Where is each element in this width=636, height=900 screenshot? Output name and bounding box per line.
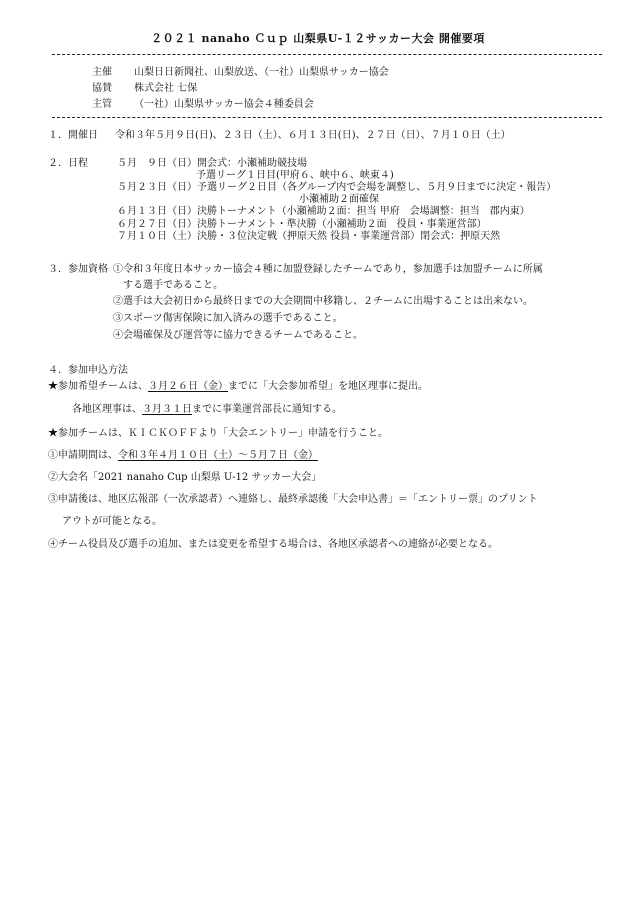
eligibility-line: ②選手は大会初日から最終日までの大会期間中移籍し、２チームに出場することは出来ない。 — [113, 296, 533, 307]
eligibility-line: ①令和３年度日本サッカー協会４種に加盟登録したチームであり，参加選手は加盟チームに所属 — [113, 264, 543, 275]
section1-label: １．開催日 — [48, 130, 98, 141]
section4-label: ４．参加申込方法 — [48, 365, 128, 376]
application-line-5: ②大会名「2021 nanaho Cup 山梨県 U-12 サッカー大会」 — [48, 472, 322, 483]
organizer-host-value: 山梨日日新聞社、山梨放送、（一社）山梨県サッカー協会 — [134, 67, 389, 78]
organizer-host-label: 主催 — [92, 67, 112, 78]
application-line-4 — [48, 450, 318, 462]
section2-label: ２．日程 — [48, 158, 88, 169]
organizer-sponsor-label: 協賛 — [92, 83, 112, 94]
section3-label: ３．参加資格 — [48, 264, 108, 275]
schedule-line: ５月 ９日（日）開会式：小瀬補助競技場 — [117, 158, 307, 169]
application-line-6: ③申請後は、地区広報部（一次承認者）へ連絡し、最終承認後「大会申込書」＝「エントリー票」のプリント — [48, 494, 538, 505]
application-period: 令和３年４月１０日（土）～５月７日（金） — [118, 450, 318, 461]
application-deadline-district: ３月３１日 — [142, 404, 192, 415]
organizer-sponsor-value: 株式会社 七保 — [134, 83, 198, 94]
organizer-manager-label: 主管 — [92, 99, 112, 110]
application-deadline-team: ３月２６日（金） — [148, 381, 228, 392]
application-line-2-post: までに事業運営部長に通知する。 — [192, 404, 342, 415]
eligibility-line: ③スポーツ傷害保険に加入済みの選手であること。 — [113, 313, 343, 324]
schedule-line: ５月２３日（日）予選リーグ２日目（各グループ内で会場を調整し、５月９日までに決定・報告） — [117, 182, 557, 193]
schedule-line: ６月１３日（日）決勝トーナメント（小瀬補助２面：担当 甲府 会場調整：担当 郡内東） — [117, 206, 530, 217]
application-line-3: ★参加チームは、ＫＩＣＫＯＦＦより「大会エントリー」申請を行うこと。 — [48, 428, 388, 439]
application-line-2 — [72, 404, 342, 416]
schedule-line: ７月１０日（土）決勝・３位決定戦（押原天然 役員・事業運営部）閉会式：押原天然 — [117, 231, 501, 242]
application-line-1 — [48, 381, 428, 393]
application-line-1-pre: ★参加希望チームは、 — [48, 381, 148, 392]
section1-dates: 令和３年５月９日(日)、２３日（土）、６月１３日(日)、２７日（日）、７月１０日（土） — [115, 130, 511, 141]
application-line-8: ④チーム役員及び選手の追加、または変更を希望する場合は、各地区承認者への連絡が必要となる。 — [48, 539, 498, 550]
application-line-1-post: までに「大会参加希望」を地区理事に提出。 — [228, 381, 428, 392]
eligibility-line: ④会場確保及び運営等に協力できるチームであること。 — [113, 330, 363, 341]
eligibility-line: する選手であること。 — [123, 280, 223, 291]
schedule-line: ６月２７日（日）決勝トーナメント・準決勝（小瀬補助２面 役員・事業運営部） — [117, 219, 487, 230]
application-line-2-pre: 各地区理事は、 — [72, 404, 142, 415]
schedule-line: 予選リーグ１日目(甲府６、峡中６、峡東４) — [196, 170, 394, 181]
organizer-manager-value: （一社）山梨県サッカー協会４種委員会 — [134, 99, 314, 110]
application-line-4-pre: ①申請期間は、 — [48, 450, 118, 461]
schedule-line: 小瀬補助２面確保 — [299, 194, 379, 205]
document-title: ２０２１ nanaho Ｃｕｐ 山梨県U-１２サッカー大会 開催要項 — [151, 32, 485, 45]
application-line-7: アウトが可能となる。 — [62, 516, 162, 527]
organizer-divider — [52, 117, 602, 118]
title-divider — [52, 54, 602, 55]
